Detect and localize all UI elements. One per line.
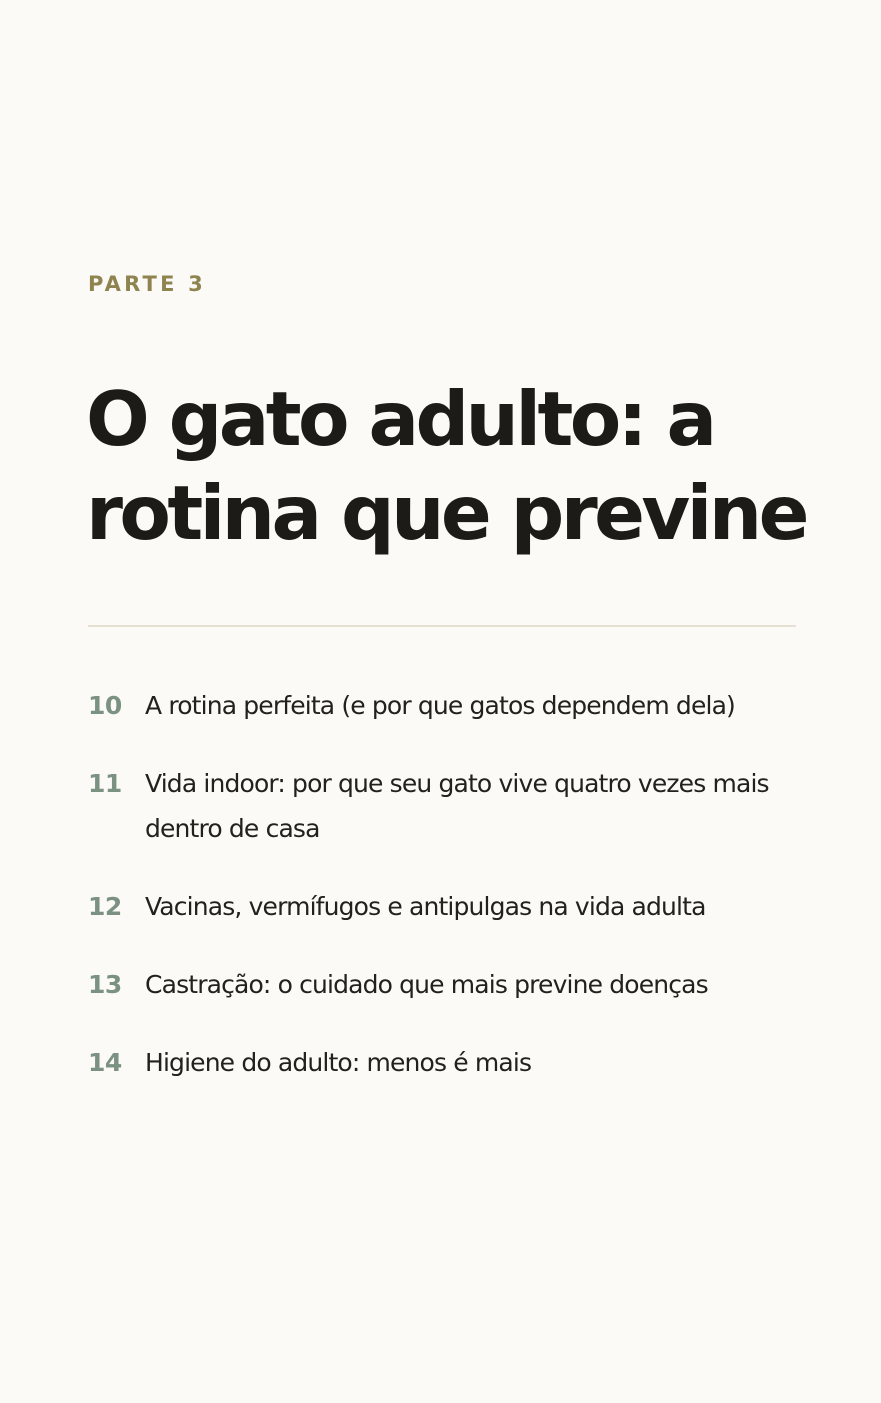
chapter-number: 11 (88, 769, 122, 798)
chapter-number: 13 (88, 970, 122, 999)
toc-item-14[interactable] (88, 1040, 798, 1085)
chapter-title: Vacinas, vermífugos e antipulgas na vida adulta (145, 892, 706, 921)
toc-item-10[interactable] (88, 683, 798, 728)
chapter-number: 10 (88, 691, 122, 720)
chapter-title: Higiene do adulto: menos é mais (145, 1048, 532, 1077)
table-of-contents (88, 683, 798, 1118)
chapter-title: Castração: o cuidado que mais previne doenças (145, 970, 708, 999)
toc-item-12[interactable] (88, 884, 798, 929)
page-title (86, 372, 846, 560)
page-title-line-1: O gato adulto: a (86, 375, 714, 463)
chapter-number: 12 (88, 892, 122, 921)
chapter-title: Vida indoor: por que seu gato vive quatro vezes mais dentro de casa (145, 769, 769, 843)
chapter-title: A rotina perfeita (e por que gatos dependem dela) (145, 691, 735, 720)
chapter-number: 14 (88, 1048, 122, 1077)
toc-item-13[interactable] (88, 962, 798, 1007)
part-label: PARTE 3 (88, 272, 206, 296)
divider (88, 625, 796, 627)
page-title-line-2: rotina que previne (86, 469, 806, 557)
toc-item-11[interactable] (88, 761, 798, 851)
